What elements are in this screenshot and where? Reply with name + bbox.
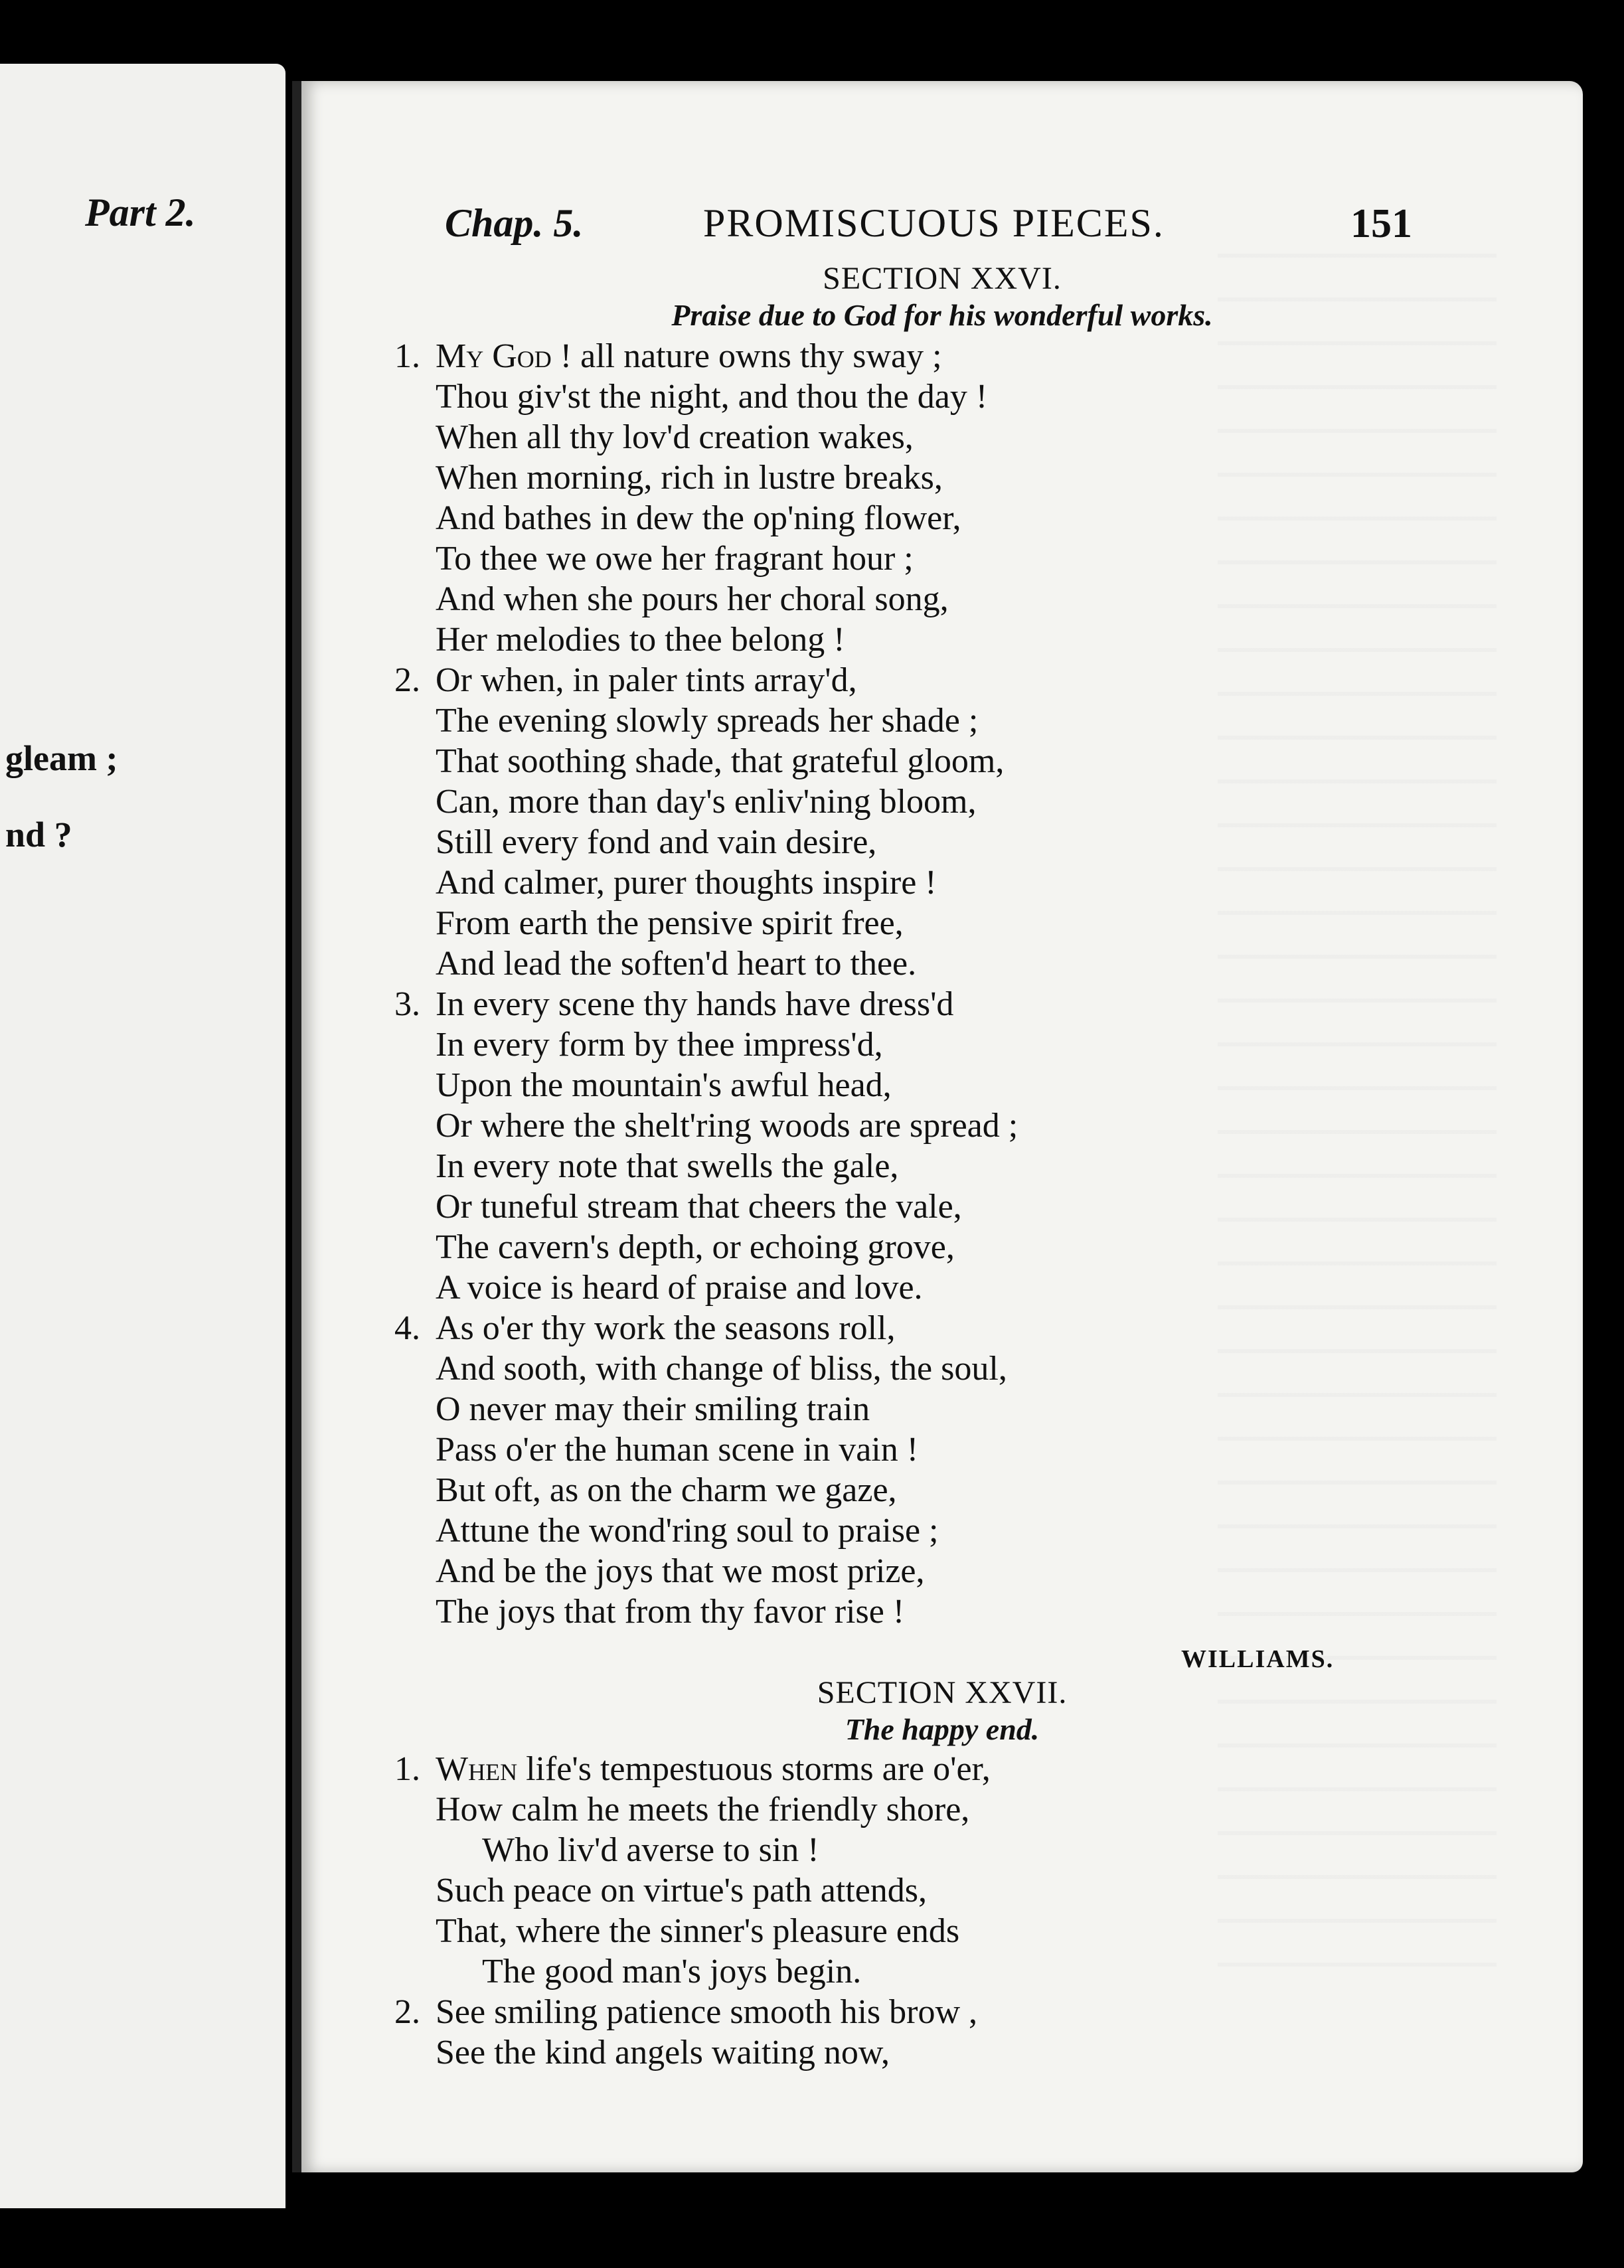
verse-text: In every scene thy hands have dress'd [436,985,954,1023]
verse-text: As o'er thy work the seasons roll, [436,1309,896,1347]
section-subtitle: Praise due to God for his wonderful works. [671,298,1213,332]
verse-line: And calmer, purer thoughts inspire ! [436,864,937,902]
verse-line: A voice is heard of praise and love. [436,1269,923,1307]
chapter-label: Chap. 5. [445,201,584,245]
verse-line: When morning, rich in lustre breaks, [436,459,943,497]
verse-line: In every note that swells the gale, [436,1147,899,1185]
verse-line: Still every fond and vain desire, [436,823,877,861]
facing-page-fragment: gleam ; [5,738,118,778]
verse-line: See the kind angels waiting now, [436,2034,890,2071]
verse-line: Thou giv'st the night, and thou the day ! [436,378,988,416]
stanza-number: 2. [394,1993,420,2031]
verse-line [394,336,1018,376]
verse-text: ! all nature owns thy sway ; [551,337,942,375]
verse-line: Pass o'er the human scene in vain ! [436,1431,919,1469]
verse-line [394,660,1018,700]
stanza-number: 1. [394,1750,420,1788]
verse-line: And sooth, with change of bliss, the soul, [436,1350,1007,1388]
book-page [292,81,1583,2172]
attribution: WILLIAMS. [1181,1645,1335,1673]
small-caps-opening: When [436,1750,518,1788]
verse-line [394,1308,1018,1348]
verse-line: But oft, as on the charm we gaze, [436,1471,897,1509]
verse-line: Can, more than day's enliv'ning bloom, [436,783,977,821]
verse-line: That soothing shade, that grateful gloom, [436,742,1005,780]
verse-line: Who liv'd averse to sin ! [482,1831,819,1869]
verse-line: The good man's joys begin. [482,1953,862,1990]
verse-text: Or when, in paler tints array'd, [436,661,857,699]
verse-line: Such peace on virtue's path attends, [436,1872,928,1909]
page-number: 151 [1350,201,1412,246]
verse-line: That, where the sinner's pleasure ends [436,1912,960,1950]
verse-line: And lead the soften'd heart to thee. [436,945,917,983]
stanza-number: 1. [394,337,420,375]
verse-line [394,1992,991,2032]
verse-line: To thee we owe her fragrant hour ; [436,540,914,578]
verse-line: Her melodies to thee belong ! [436,621,845,659]
verse-line [394,1749,991,1789]
section-heading: SECTION XXVI. [823,261,1062,296]
verse-line: Or tuneful stream that cheers the vale, [436,1188,962,1226]
running-title: PROMISCUOUS PIECES. [703,201,1165,245]
stanza-number: 2. [394,661,420,699]
verse-text: See smiling patience smooth his brow , [436,1993,978,2031]
stanza-number: 4. [394,1309,420,1347]
verse-text: life's tempestuous storms are o'er, [517,1750,991,1788]
poem-section-27 [394,1749,991,2073]
poem-section-26 [394,336,1018,1632]
verse-line: How calm he meets the friendly shore, [436,1791,970,1828]
section-subtitle: The happy end. [845,1712,1040,1746]
small-caps-opening: My God [436,337,552,375]
facing-page-fragment: nd ? [5,815,72,854]
verse-line: The joys that from thy favor rise ! [436,1593,905,1631]
facing-page-header: Part 2. [85,191,196,234]
verse-line: And be the joys that we most prize, [436,1552,925,1590]
verse-line: O never may their smiling train [436,1390,870,1428]
stanza-number: 3. [394,985,420,1023]
verse-line: And bathes in dew the op'ning flower, [436,499,961,537]
verse-line [394,984,1018,1024]
section-heading: SECTION XXVII. [817,1675,1068,1710]
verse-line: From earth the pensive spirit free, [436,904,904,942]
verse-line: Upon the mountain's awful head, [436,1066,892,1104]
verse-line: The evening slowly spreads her shade ; [436,702,979,740]
verse-line: Attune the wond'ring soul to praise ; [436,1512,939,1550]
facing-page [0,64,285,2208]
verse-line: Or where the shelt'ring woods are spread ; [436,1107,1018,1145]
verse-line: In every form by thee impress'd, [436,1026,883,1064]
verse-line: When all thy lov'd creation wakes, [436,418,914,456]
verse-line: And when she pours her choral song, [436,580,949,618]
verse-line: The cavern's depth, or echoing grove, [436,1228,955,1266]
